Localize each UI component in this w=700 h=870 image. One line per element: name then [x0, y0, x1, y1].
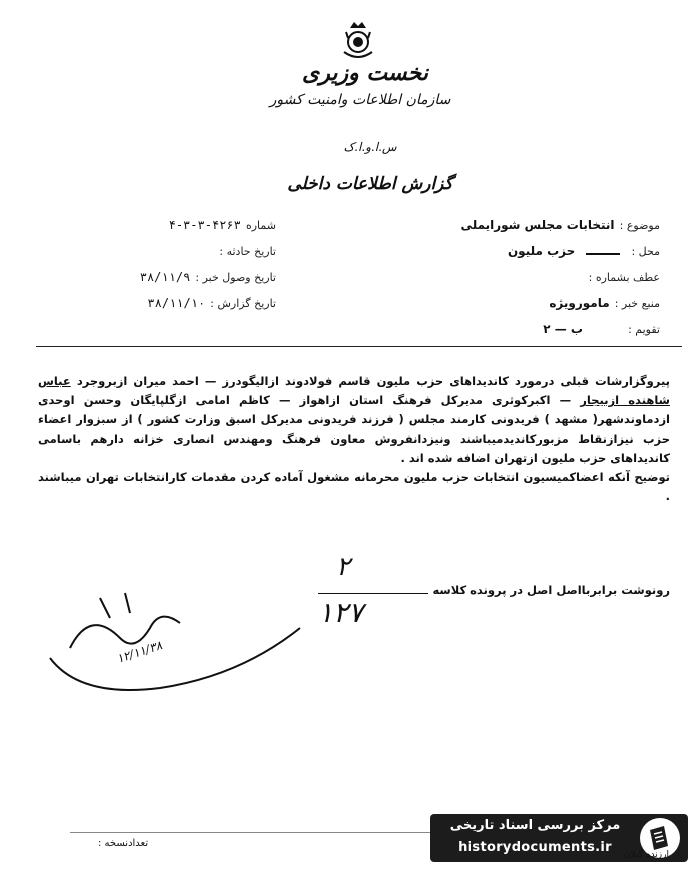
report-body: [38, 372, 670, 506]
lion-and-sun-emblem-icon: [336, 18, 380, 62]
source-label: منبع خبر :: [614, 297, 660, 310]
section-divider: [36, 346, 682, 347]
document-type: گزارش اطلاعات داخلی: [287, 174, 453, 194]
report-date-value: ۳۸/۱۱/۱۰: [147, 296, 206, 310]
report-date-row: [36, 292, 276, 311]
copies-label: تعدادنسخه :: [98, 838, 149, 849]
header-code: س.ا.و.ا.ک: [343, 140, 397, 154]
header-organization: سازمان اطلاعات وامنیت کشور: [269, 92, 451, 108]
number-row: [36, 214, 276, 233]
reference-row: [400, 266, 660, 285]
received-row: [36, 266, 276, 285]
place-row: [400, 240, 660, 259]
body-paragraph-1-start: پیروگزارشات قبلی درمورد کاندیداهای حزب ملیون قاسم فولادوند ازالیگودرز — احمد میران ازبروجرد: [76, 374, 670, 388]
body-paragraph-1: [38, 372, 670, 468]
subject-value: انتخابات مجلس شورایملی: [460, 218, 615, 232]
source-value: مامورویژه: [549, 296, 610, 310]
place-label: محل :: [631, 245, 660, 258]
watermark-org-name: مرکز بررسی اسناد تاریخی: [449, 818, 621, 833]
body-paragraph-2: توضیح آنکه اعضاکمیسیون انتخابات حزب ملیون محرمانه مشغول آماده کردن مقدمات کارانتخابات تهران میباشند .: [38, 470, 670, 504]
signature-date: ۱۲/۱۱/۳۸: [114, 638, 164, 666]
subject-row: [400, 214, 660, 233]
number-label: شماره: [245, 219, 276, 232]
distribution-label: تاریخ حادثه :: [219, 245, 276, 258]
handwritten-number-top: ۲: [336, 552, 350, 582]
handwritten-number-bottom: ۱۲۷: [318, 596, 364, 629]
watermark-url: historydocuments.ir: [458, 840, 612, 855]
evaluation-label: تقویم :: [628, 323, 660, 336]
body-paragraph-1-rest: — اکبرکوثری مدیرکل فرهنگ استان ازاهواز — کاظم امامی ازگلپایگان وحسن اوحدی ازدماوندشهر( مشهد ) فریدونی کارمند مجلس ( فرزند فریدونی مدیرکل اسبق وزارت کشور ) از سبزوار اعضاء حزب نیزازنقاط مزبورکاندیدمیباشند ونیزدانفروش معاون فرهنگ ومهندس انصاری خزانه دارهم باسامی کاندیداهای حزب ملیون ازتهران اضافه شده اند .: [38, 393, 670, 465]
evaluation-row: [400, 318, 660, 337]
report-date-label: تاریخ گزارش :: [210, 297, 276, 310]
distribution-row: [36, 240, 276, 259]
footer-signature-label: ارزنده گیلان: [624, 850, 669, 860]
number-value: ۴۲۶۳-۳-۳-۴: [168, 218, 241, 232]
received-label: تاریخ وصول خبر :: [195, 271, 276, 284]
subject-label: موضوع :: [619, 219, 660, 232]
evaluation-value: ب — ۲: [543, 322, 583, 336]
reference-label: عطف بشماره :: [588, 271, 660, 284]
source-row: [400, 292, 660, 311]
body-underlined-name: عباس شاهنده ازبیجار: [38, 374, 670, 408]
place-value: حزب ملیون: [507, 244, 576, 258]
copy-note: رونوشت برابربااصل اصل در پرونده کلاسه: [432, 583, 670, 597]
header-title: نخست وزیری: [302, 60, 428, 86]
handwritten-signature: [40, 568, 360, 718]
received-value: ۳۸/۱۱/۹: [139, 270, 191, 284]
